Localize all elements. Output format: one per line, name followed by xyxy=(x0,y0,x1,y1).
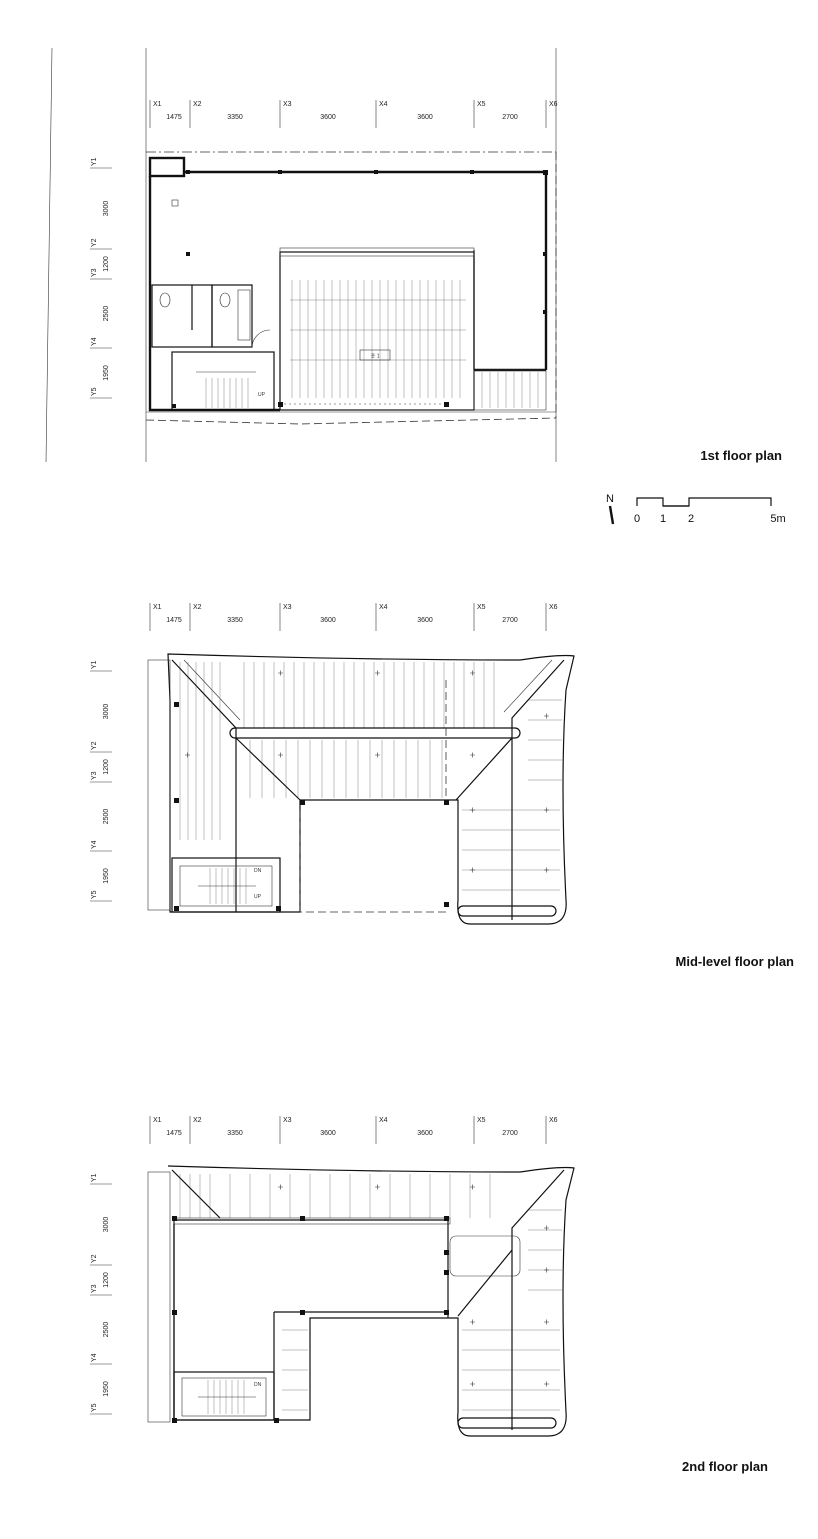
x-axis-label: X1 xyxy=(153,604,162,611)
x-axis-label: X4 xyxy=(379,604,388,611)
y-span-dimension: 2500 xyxy=(103,808,110,825)
first-floor-plan xyxy=(150,158,548,410)
ridge-beam xyxy=(230,728,520,738)
hall-seating-hatch xyxy=(290,280,466,398)
corner-room xyxy=(150,158,184,176)
stair-down-label: DN xyxy=(254,868,262,874)
y-axis-label: Y5 xyxy=(91,387,98,396)
toilet-icon xyxy=(220,293,230,307)
y-axis-label: Y1 xyxy=(91,660,98,669)
x-span-dimension: 3350 xyxy=(227,114,243,121)
x-axis-label: X2 xyxy=(193,604,202,611)
north-label: N xyxy=(606,493,614,505)
x-axis-label: X1 xyxy=(153,1117,162,1124)
x-axis-label: X5 xyxy=(477,101,486,108)
site-boundary-lines xyxy=(46,48,556,462)
x-span-dimension: 2700 xyxy=(502,1130,518,1137)
mid-level-floor-plan xyxy=(148,654,574,924)
y-span-dimension: 1950 xyxy=(103,1381,110,1397)
x-axis-label: X5 xyxy=(477,604,486,611)
y-axis-label: Y1 xyxy=(91,157,98,166)
roof-markers xyxy=(278,1185,549,1387)
structural-columns xyxy=(174,702,449,911)
plan-title-first: 1st floor plan xyxy=(700,448,782,463)
x-span-dimension: 3350 xyxy=(227,1130,243,1137)
x-axis-label: X4 xyxy=(379,101,388,108)
stair-down-label: DN xyxy=(254,1382,262,1388)
north-arrow xyxy=(606,493,614,524)
x-axis-label: X5 xyxy=(477,1117,486,1124)
scale-tick-label: 5m xyxy=(770,513,786,525)
y-axis-label: Y4 xyxy=(91,337,98,346)
y-span-dimension: 1950 xyxy=(103,365,110,381)
west-wall xyxy=(150,176,280,410)
second-floor-plan xyxy=(148,1166,574,1436)
north-arrow-icon xyxy=(610,506,613,524)
x-span-dimension: 1475 xyxy=(166,617,182,624)
y-axis-label: Y4 xyxy=(91,1353,98,1362)
x-span-dimension: 3350 xyxy=(227,617,243,624)
y-axis-label: Y4 xyxy=(91,840,98,849)
restroom-block xyxy=(152,285,212,347)
ridge-east xyxy=(512,1170,564,1430)
roof-outline-second xyxy=(168,1166,574,1436)
x-span-dimension: 3600 xyxy=(320,1130,336,1137)
y-axis-label: Y2 xyxy=(91,238,98,247)
stair-up-label: UP xyxy=(258,392,265,398)
y-span-dimension: 3000 xyxy=(103,200,110,217)
door-swing xyxy=(252,330,270,347)
x-axis-label: X2 xyxy=(193,101,202,108)
y-axis-label: Y3 xyxy=(91,1284,98,1293)
x-span-dimension: 2700 xyxy=(502,617,518,624)
x-axis-label: X3 xyxy=(283,101,292,108)
scale-bar xyxy=(634,498,786,525)
ridge-east xyxy=(512,660,564,920)
x-axis-label: X6 xyxy=(549,1117,558,1124)
y-span-dimension: 2500 xyxy=(103,305,110,322)
x-axis-label: X1 xyxy=(153,101,162,108)
scale-tick-label: 0 xyxy=(633,513,641,525)
y-axis-label: Y5 xyxy=(91,1403,98,1412)
y-span-dimension: 3000 xyxy=(103,703,110,720)
stair-first xyxy=(172,352,274,410)
y-span-dimension: 1200 xyxy=(103,759,110,775)
x-axis-label: X6 xyxy=(549,101,558,108)
x-span-dimension: 1475 xyxy=(166,114,182,121)
plan-title-mid: Mid-level floor plan xyxy=(675,954,794,969)
roof-markers xyxy=(185,671,549,873)
x-axis-label: X6 xyxy=(549,604,558,611)
x-span-dimension: 3600 xyxy=(417,1130,433,1137)
second-floor-room xyxy=(174,1218,450,1224)
y-axis-label: Y2 xyxy=(91,1254,98,1263)
roof-hatching-second xyxy=(180,1174,562,1410)
y-axis-label: Y1 xyxy=(91,1173,98,1182)
roof-hatching-mid xyxy=(180,662,562,890)
y-span-dimension: 1200 xyxy=(103,1272,110,1288)
roof-outline-mid xyxy=(168,654,574,924)
terrace xyxy=(474,370,546,410)
y-span-dimension: 2500 xyxy=(103,1321,110,1338)
x-axis-label: X3 xyxy=(283,604,292,611)
plan-title-second: 2nd floor plan xyxy=(682,1459,768,1474)
x-axis-label: X3 xyxy=(283,1117,292,1124)
x-axis-label: X4 xyxy=(379,1117,388,1124)
x-axis-label: X2 xyxy=(193,1117,202,1124)
scale-tick-label: 2 xyxy=(687,513,695,525)
stair-up-label: UP xyxy=(254,894,261,900)
y-span-dimension: 3000 xyxy=(103,1216,110,1233)
x-span-dimension: 3600 xyxy=(417,617,433,624)
scale-tick-label: 1 xyxy=(659,513,667,525)
hall-room-label: 홀 1 xyxy=(370,353,380,360)
x-span-dimension: 2700 xyxy=(502,114,518,121)
hall-room xyxy=(280,252,474,410)
x-span-dimension: 1475 xyxy=(166,1130,182,1137)
y-span-dimension: 1950 xyxy=(103,868,110,884)
y-axis-label: Y2 xyxy=(91,741,98,750)
y-axis-label: Y3 xyxy=(91,268,98,277)
toilet-icon xyxy=(160,293,170,307)
x-span-dimension: 3600 xyxy=(320,617,336,624)
stair-second xyxy=(174,1372,274,1420)
y-axis-label: Y3 xyxy=(91,771,98,780)
y-span-dimension: 1200 xyxy=(103,256,110,272)
y-axis-label: Y5 xyxy=(91,890,98,899)
sink-counter xyxy=(238,290,250,340)
x-span-dimension: 3600 xyxy=(320,114,336,121)
x-span-dimension: 3600 xyxy=(417,114,433,121)
